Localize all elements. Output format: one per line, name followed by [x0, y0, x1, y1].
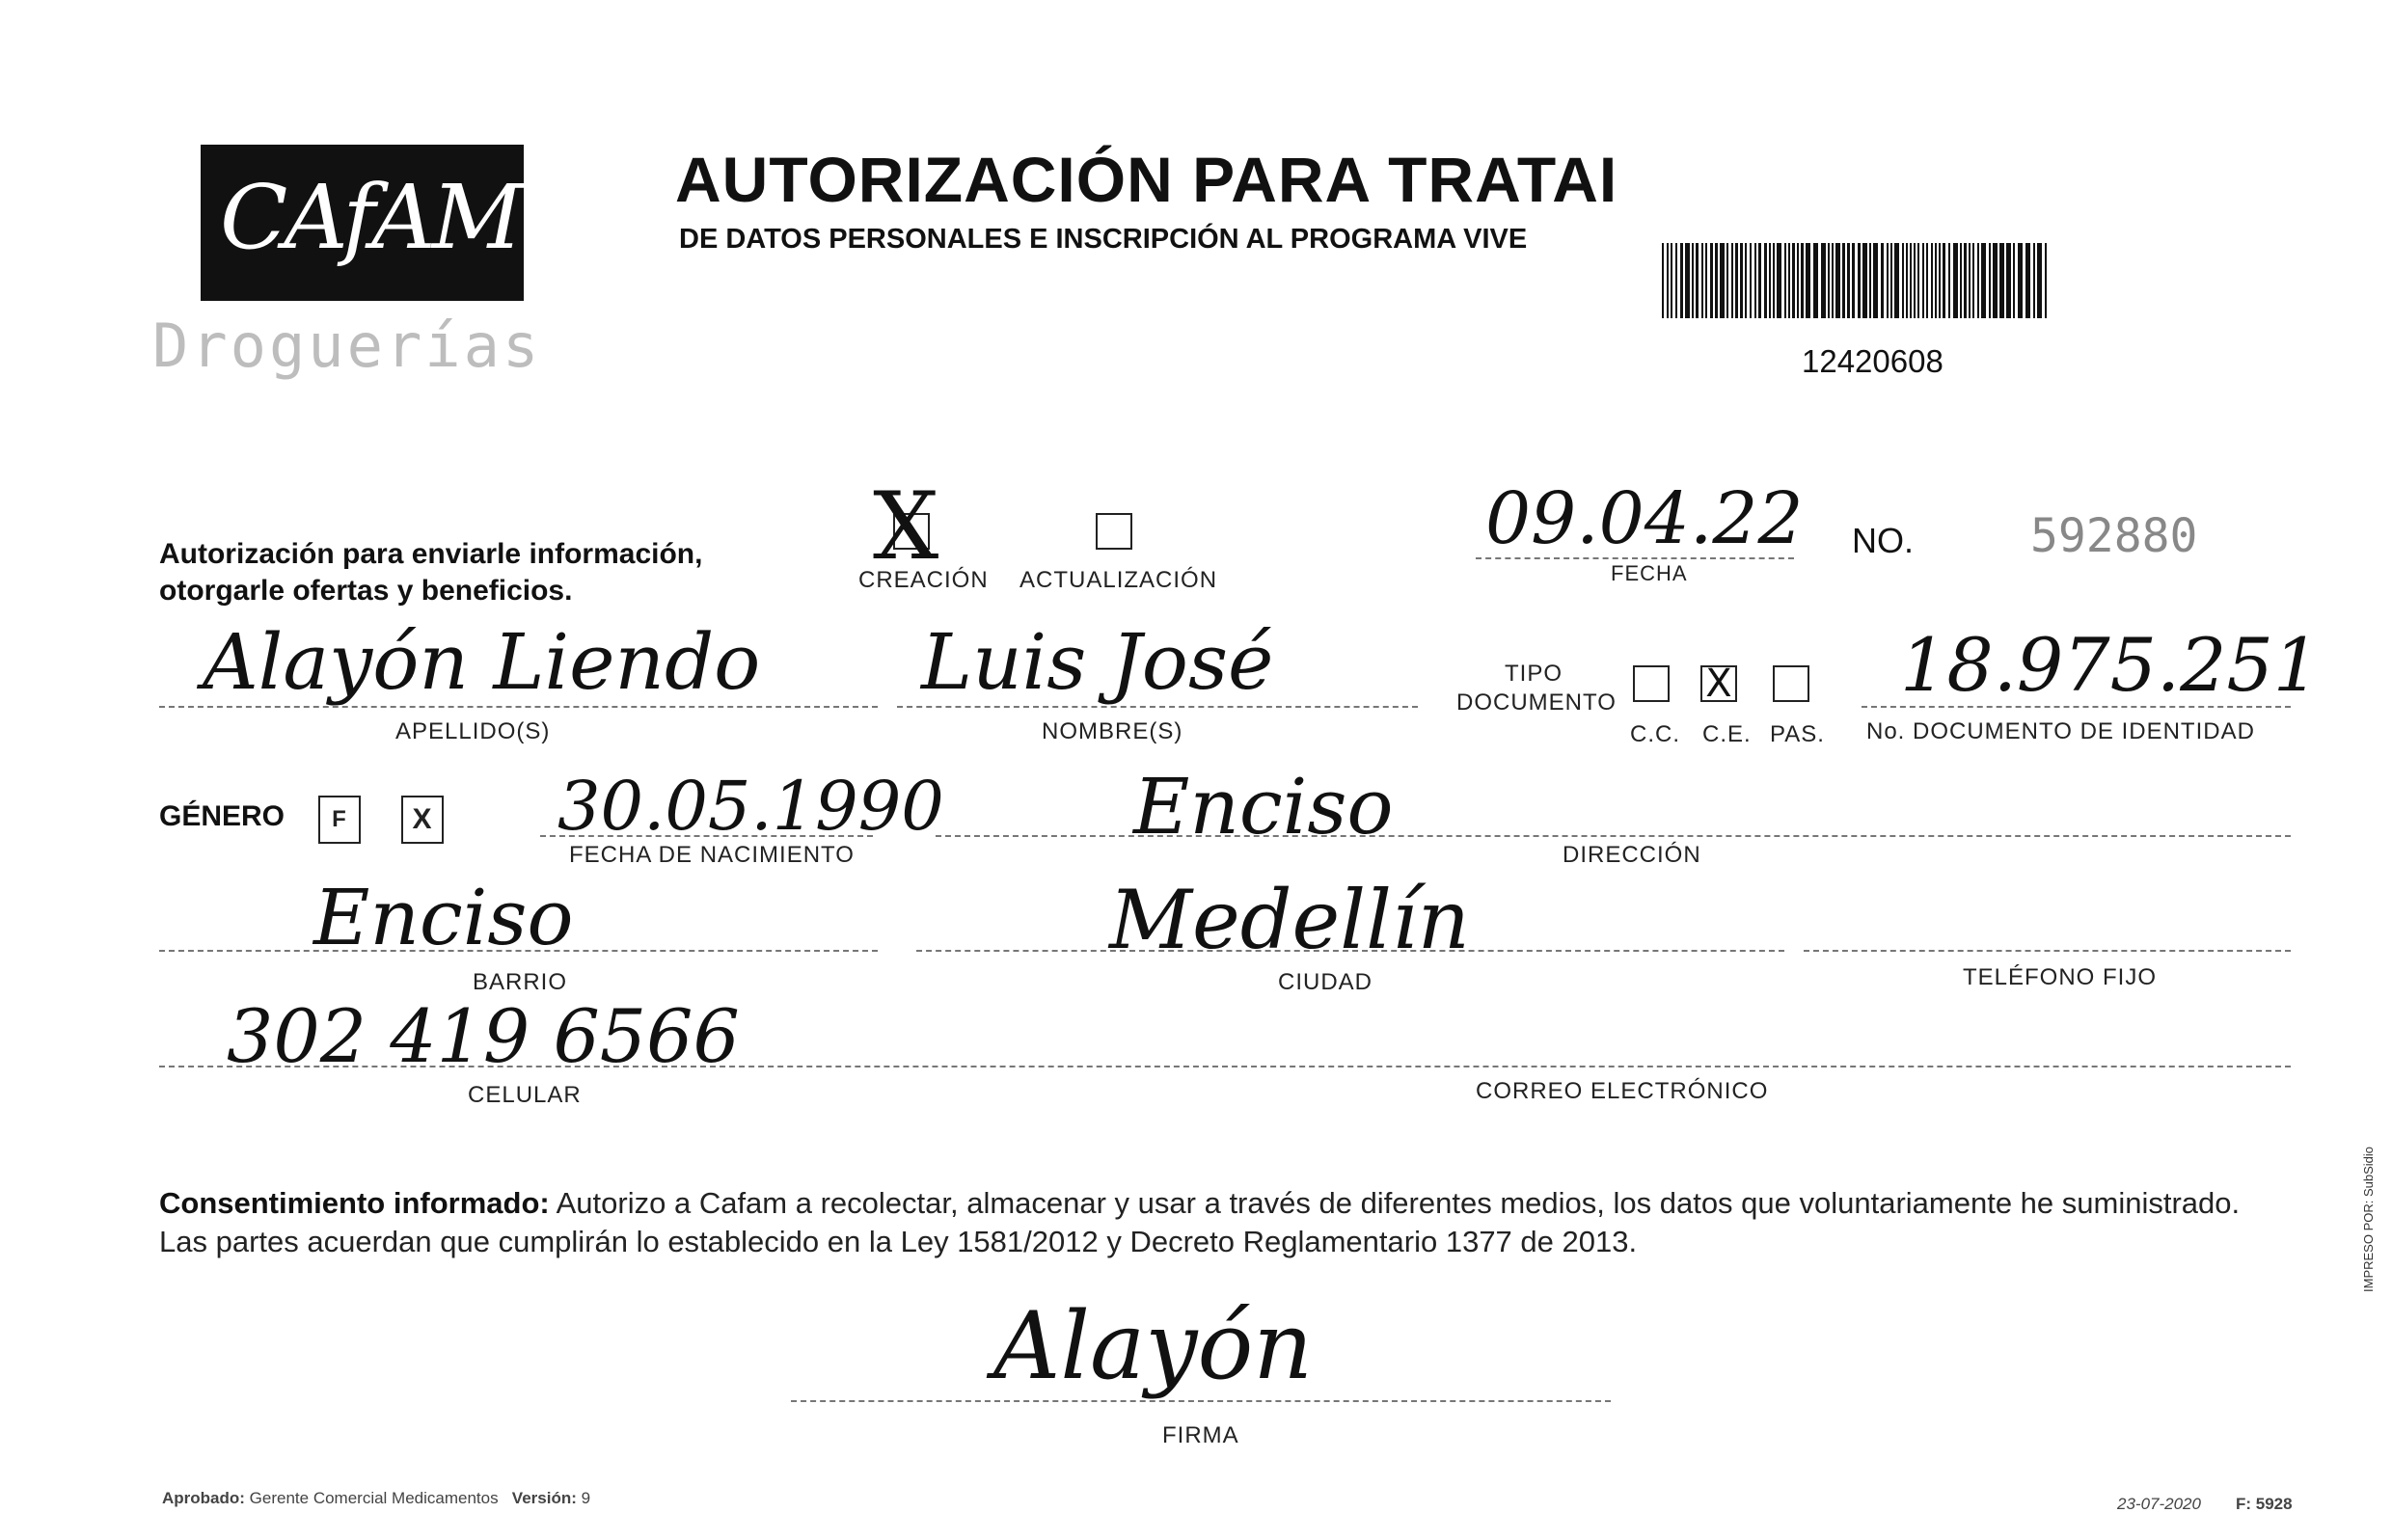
documento-label: No. DOCUMENTO DE IDENTIDAD	[1866, 718, 2255, 744]
version-label: Versión:	[511, 1489, 577, 1507]
number-label: NO.	[1852, 521, 1915, 560]
direccion-value: Enciso	[1133, 762, 1394, 851]
signature: Alayón	[993, 1292, 1314, 1400]
aprobado-value: Gerente Comercial Medicamentos	[249, 1489, 499, 1507]
actualizacion-label: ACTUALIZACIÓN	[1019, 567, 1218, 593]
cc-label: C.C.	[1630, 721, 1680, 747]
correo-label: CORREO ELECTRÓNICO	[1476, 1078, 1769, 1104]
consent-paragraph	[159, 1184, 2291, 1261]
ce-mark: X	[1705, 662, 1732, 706]
cc-checkbox[interactable]	[1633, 665, 1670, 702]
nombres-value: Luis José	[921, 617, 1274, 707]
number-value: 592880	[2030, 509, 2198, 563]
ce-label: C.E.	[1702, 721, 1752, 747]
barrio-label: BARRIO	[473, 969, 568, 995]
form-title: AUTORIZACIÓN PARA TRATAI	[675, 144, 1618, 215]
genero-m-box[interactable]	[401, 796, 444, 844]
intro-line-2: otorgarle ofertas y beneficios.	[159, 575, 573, 607]
creacion-label: CREACIÓN	[858, 567, 989, 593]
side-text: IMPRESO POR: SubSidio	[2361, 1147, 2376, 1292]
consent-heading: Consentimiento informado:	[159, 1186, 550, 1220]
genero-f-label: F	[332, 806, 347, 832]
ciudad-label: CIUDAD	[1278, 969, 1373, 995]
celular-label: CELULAR	[468, 1082, 582, 1108]
direccion-label: DIRECCIÓN	[1563, 842, 1701, 868]
tipo-documento-label-1: TIPO	[1505, 661, 1563, 687]
fecha-value: 09.04.22	[1485, 477, 1804, 560]
ce-checkbox[interactable]	[1700, 662, 1737, 706]
fecha-label: FECHA	[1611, 561, 1688, 585]
version-value: 9	[581, 1489, 591, 1507]
genero-f-box[interactable]	[318, 796, 361, 844]
telefono-fijo-label: TELÉFONO FIJO	[1963, 964, 2158, 990]
consent-text: Autorizo a Cafam a recolectar, almacenar y usar a través de diferentes medios, los datos que voluntariamente he suministrado. Las partes acuerdan que cumplirán lo establecido en la Ley 1581/2012 y Decreto Reglamentario 1377 de 2013.	[159, 1186, 2241, 1258]
footer-approval	[162, 1489, 590, 1508]
pas-checkbox[interactable]	[1773, 665, 1809, 702]
fecha-nacimiento-value: 30.05.1990	[557, 767, 944, 846]
nombres-label: NOMBRE(S)	[1042, 718, 1183, 744]
footer-form-code: F: 5928	[2236, 1495, 2293, 1513]
barcode	[1662, 243, 2048, 318]
pas-label: PAS.	[1770, 721, 1825, 747]
fecha-nacimiento-label: FECHA DE NACIMIENTO	[569, 842, 855, 868]
barrio-value: Enciso	[313, 873, 574, 962]
genero-label: GÉNERO	[159, 800, 285, 832]
documento-value: 18.975.251	[1900, 622, 2321, 708]
form-subtitle: DE DATOS PERSONALES E INSCRIPCIÓN AL PROGRAMA VIVE	[679, 224, 1528, 255]
aprobado-label: Aprobado:	[162, 1489, 245, 1507]
barcode-number: 12420608	[1802, 343, 1944, 379]
footer-date: 23-07-2020	[2117, 1495, 2201, 1513]
ciudad-value: Medellín	[1109, 873, 1470, 967]
droguerias-logo: Droguerías	[152, 311, 542, 381]
tipo-documento-label-2: DOCUMENTO	[1456, 689, 1617, 716]
genero-m-mark: X	[412, 803, 433, 835]
creacion-mark: X	[873, 473, 939, 581]
intro-line-1: Autorización para enviarle información,	[159, 538, 703, 570]
celular-value: 302 419 6566	[227, 993, 740, 1079]
actualizacion-checkbox[interactable]	[1096, 513, 1132, 550]
apellidos-label: APELLIDO(S)	[395, 718, 551, 744]
apellidos-value: Alayón Liendo	[203, 617, 761, 707]
cafam-logo: CAfAM	[220, 166, 519, 269]
signature-label: FIRMA	[1162, 1422, 1239, 1448]
